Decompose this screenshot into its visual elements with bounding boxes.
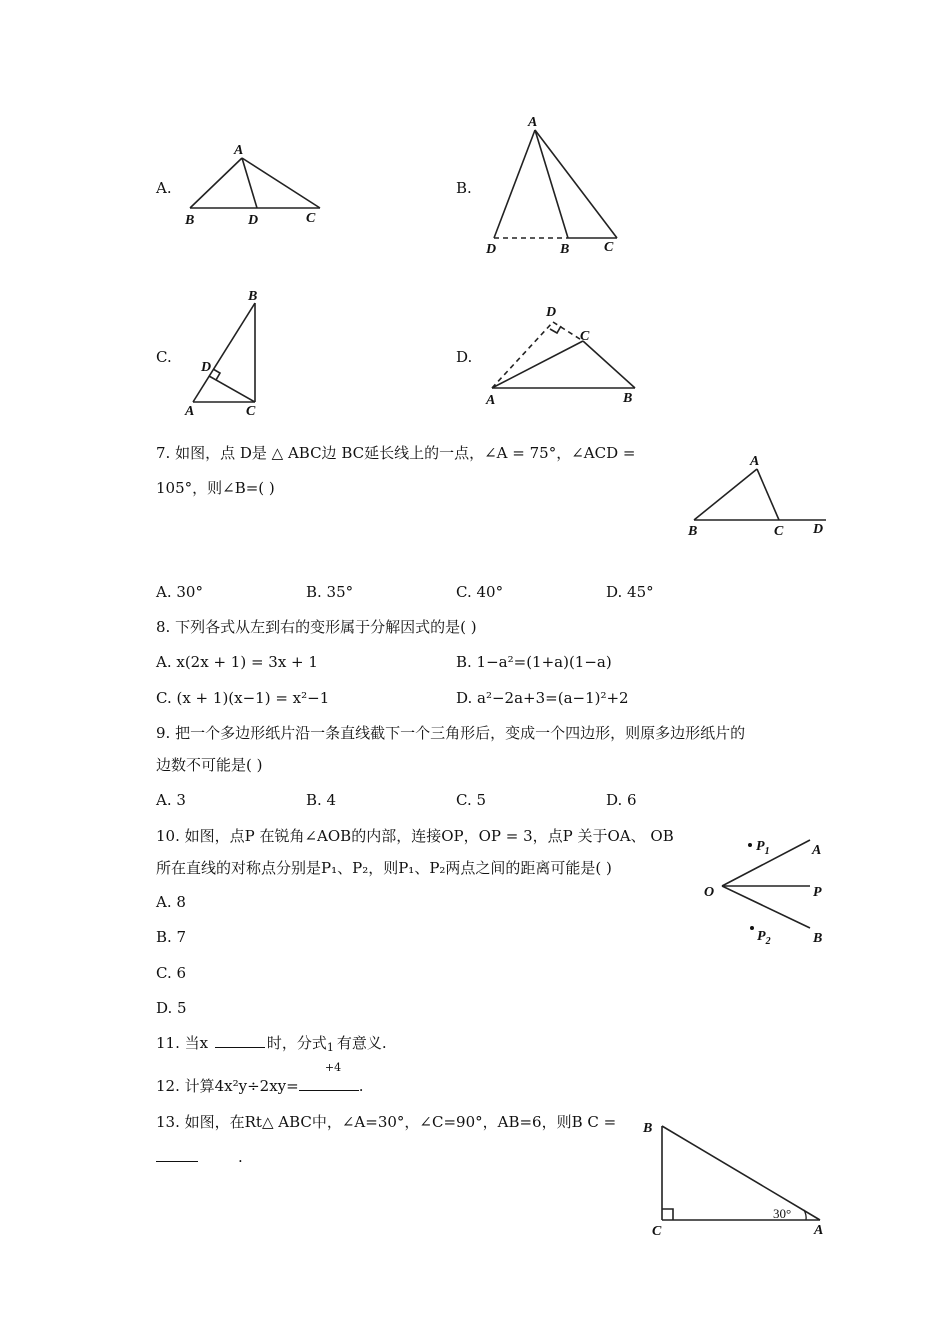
q7-point-b: B <box>688 524 698 539</box>
q10-line2: 所在直线的对称点分别是P₁、P₂，则P₁、P₂两点之间的距离可能是( ) <box>156 859 612 877</box>
fig-d-point-a: A <box>486 393 496 408</box>
q13-label-a: A <box>814 1223 824 1238</box>
fig-c-point-d: D <box>201 360 212 375</box>
q7-point-a: A <box>750 454 760 469</box>
q11-prefix: 11. 当x <box>156 1034 209 1052</box>
fig-b-point-b: B <box>560 242 570 257</box>
fig-d-point-d: D <box>546 305 557 320</box>
q11-middle: 时，分式 <box>266 1034 327 1052</box>
q12-suffix: . <box>358 1077 364 1095</box>
figure-option-d <box>480 298 650 413</box>
q13-line1: 13. 如图，在Rt△ ABC中，∠A=30°，∠C=90°，AB=6，则B C = <box>156 1113 617 1131</box>
q7-point-d: D <box>813 522 824 537</box>
fig-a-point-c: C <box>306 211 316 226</box>
option-d-label: D. <box>456 348 473 366</box>
q10-label-p1: $P_1$ <box>756 839 770 857</box>
q10-figure <box>700 828 840 953</box>
q13-tail: . <box>238 1148 243 1166</box>
option-b-label: B. <box>456 179 472 197</box>
option-a-label: A. <box>156 179 172 197</box>
q11-line <box>156 1033 387 1074</box>
q11-fraction-numerator: 1 <box>326 1041 334 1054</box>
q9-line1: 9. 把一个多边形纸片沿一条直线截下一个三角形后，变成一个四边形，则原多边形纸片的 <box>156 724 746 742</box>
q11-fraction-denominator: +4 <box>324 1061 342 1074</box>
q10-label-a: A <box>812 843 822 858</box>
q7-figure <box>680 445 840 545</box>
q12-answer-blank[interactable] <box>299 1076 359 1091</box>
q13-label-b: B <box>643 1121 653 1136</box>
q12-prefix: 12. 计算4x²y÷2xy= <box>156 1077 299 1095</box>
fig-d-point-c: C <box>580 329 590 344</box>
figure-option-a <box>180 140 330 235</box>
fig-b-point-c: C <box>604 240 614 255</box>
fig-a-point-a: A <box>234 143 244 158</box>
fig-c-point-b: B <box>248 289 258 304</box>
fig-c-point-a: A <box>185 404 195 419</box>
fig-b-point-a: A <box>528 115 538 130</box>
q9-line2: 边数不可能是( ) <box>156 756 263 774</box>
q7-option-b: B. 35° <box>306 583 354 601</box>
fig-d-point-b: B <box>623 391 633 406</box>
q9-option-a: A. 3 <box>156 791 186 809</box>
q8-option-b: B. 1−a²=(1+a)(1−a) <box>456 653 612 671</box>
q10-label-p2: $P_2$ <box>757 929 771 947</box>
q13-line2 <box>156 1147 243 1167</box>
q10-option-c: C. 6 <box>156 964 187 982</box>
q11-suffix: 有意义. <box>336 1034 387 1052</box>
q10-option-a: A. 8 <box>156 893 186 911</box>
q8-stem: 8. 下列各式从左到右的变形属于分解因式的是( ) <box>156 618 477 636</box>
q7-option-a: A. 30° <box>156 583 203 601</box>
q10-p2-dot <box>750 926 754 930</box>
q7-line1: 7. 如图，点 D是 △ ABC边 BC延长线上的一点，∠A = 75°，∠ACD = <box>156 444 636 462</box>
q13-angle-label: 30° <box>773 1206 792 1221</box>
q10-option-b: B. 7 <box>156 928 187 946</box>
q9-option-b: B. 4 <box>306 791 337 809</box>
fig-a-point-b: B <box>185 213 195 228</box>
q8-option-c: C. (x + 1)(x−1) = x²−1 <box>156 689 330 707</box>
q10-line1: 10. 如图，点P 在锐角∠AOB的内部，连接OP，OP = 3，点P 关于OA、 OB <box>156 827 674 845</box>
q10-label-p: P <box>813 885 822 900</box>
q9-option-d: D. 6 <box>606 791 637 809</box>
q10-label-o: O <box>704 885 715 900</box>
q7-option-c: C. 40° <box>456 583 504 601</box>
q12-line <box>156 1076 364 1096</box>
q7-point-c: C <box>774 524 784 539</box>
figure-option-c <box>180 285 280 425</box>
option-c-label: C. <box>156 348 172 366</box>
fig-c-point-c: C <box>246 404 256 419</box>
fig-a-point-d: D <box>248 213 259 228</box>
q10-p1-dot <box>748 843 752 847</box>
q8-option-d: D. a²−2a+3=(a−1)²+2 <box>456 689 629 707</box>
q8-option-a: A. x(2x + 1) = 3x + 1 <box>156 653 318 671</box>
q7-line2: 105°，则∠B=( ) <box>156 479 275 497</box>
q13-figure <box>640 1112 840 1242</box>
figure-option-b <box>480 108 630 258</box>
q10-label-b: B <box>813 931 823 946</box>
q7-option-d: D. 45° <box>606 583 654 601</box>
q11-answer-blank[interactable] <box>215 1033 265 1048</box>
q13-answer-blank[interactable] <box>156 1147 198 1162</box>
fig-b-point-d: D <box>486 242 497 257</box>
q13-label-c: C <box>652 1224 662 1239</box>
q10-option-d: D. 5 <box>156 999 187 1017</box>
q9-option-c: C. 5 <box>456 791 487 809</box>
